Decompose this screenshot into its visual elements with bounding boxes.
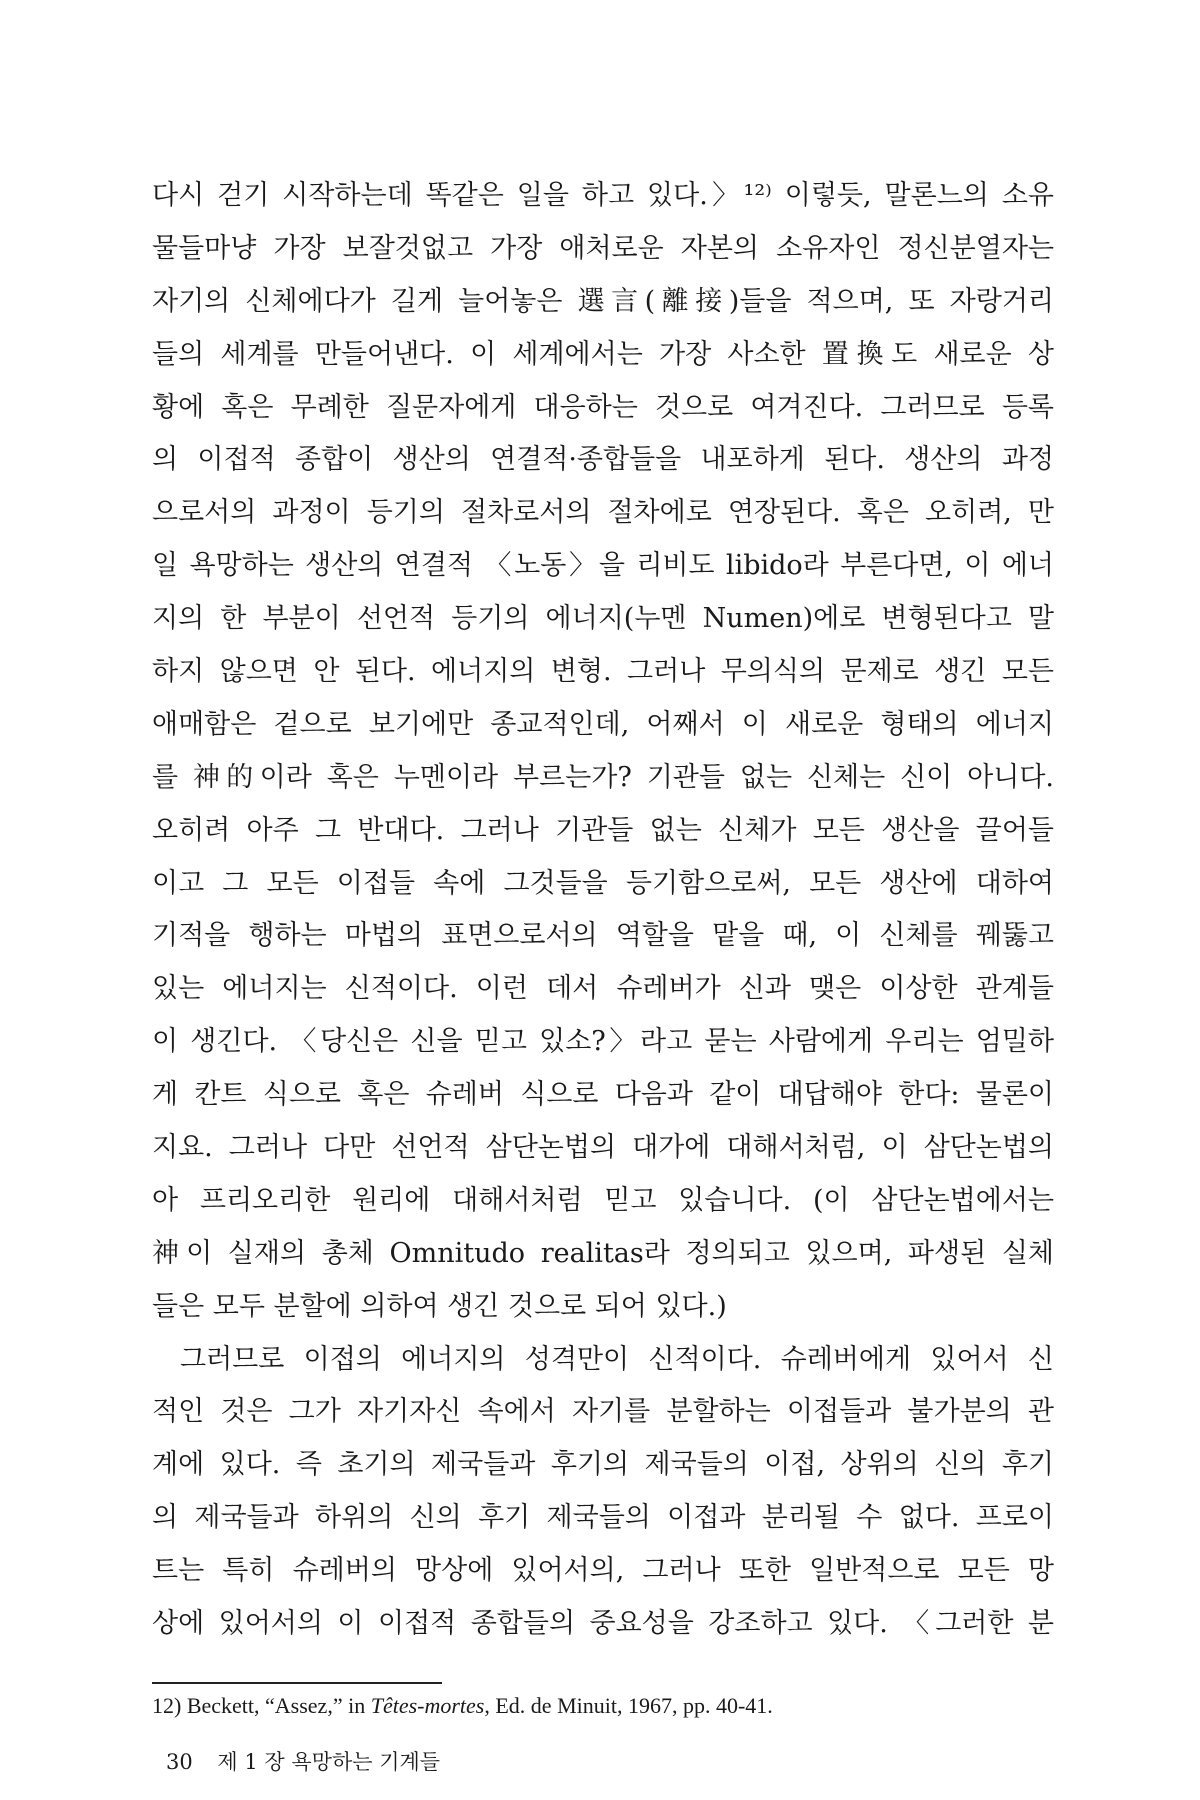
text-line: 애매함은 겉으로 보기에만 종교적인데, 어째서 이 새로운 형태의 에너지 — [152, 708, 1054, 740]
text-line: 이 생긴다. 〈당신은 신을 믿고 있소?〉라고 묻는 사람에게 우리는 엄밀하 — [152, 1026, 1054, 1058]
footnote-details: , Ed. de Minuit, 1967, pp. 40-41. — [484, 1693, 773, 1718]
text-line: 神이 실재의 총체 Omnitudo realitas라 정의되고 있으며, 파생된 실체 — [152, 1237, 1054, 1269]
text-line: 들의 세계를 만들어낸다. 이 세계에서는 가장 사소한 置換도 새로운 상 — [152, 338, 1054, 370]
text-line: 일 욕망하는 생산의 연결적 〈노동〉을 리비도 libido라 부른다면, 이 에너 — [152, 550, 1054, 582]
text-line: 황에 혹은 무례한 질문자에게 대응하는 것으로 여겨진다. 그러므로 등록 — [152, 391, 1054, 423]
text-line: 다시 걷기 시작하는데 똑같은 일을 하고 있다.〉¹²⁾ 이렇듯, 말론느의 소유 — [152, 180, 1054, 211]
footnote-marker: 12) — [152, 1693, 182, 1718]
footnote-title: Têtes-mortes — [370, 1693, 485, 1718]
text-line: 물들마냥 가장 보잘것없고 가장 애처로운 자본의 소유자인 정신분열자는 — [152, 232, 1054, 264]
footnote-author: Beckett, “Assez,” in — [186, 1693, 366, 1718]
text-line: 오히려 아주 그 반대다. 그러나 기관들 없는 신체가 모든 생산을 끌어들 — [152, 814, 1054, 846]
text-line: 트는 특히 슈레버의 망상에 있어서의, 그러나 또한 일반적으로 모든 망 — [152, 1555, 1054, 1587]
running-head: 제 1 장 욕망하는 기계들 — [217, 1750, 441, 1774]
text-line: 아 프리오리한 원리에 대해서처럼 믿고 있습니다. (이 삼단논법에서는 — [152, 1184, 1054, 1216]
text-line: 있는 에너지는 신적이다. 이런 데서 슈레버가 신과 맺은 이상한 관계들 — [152, 973, 1054, 1005]
text-line: 기적을 행하는 마법의 표면으로서의 역할을 맡을 때, 이 신체를 꿰뚫고 — [152, 920, 1054, 952]
text-line: 의 이접적 종합이 생산의 연결적·종합들을 내포하게 된다. 생산의 과정 — [152, 444, 1054, 476]
page-number: 30 — [166, 1750, 193, 1774]
text-line: 이고 그 모든 이접들 속에 그것들을 등기함으로써, 모든 생산에 대하여 — [152, 867, 1054, 899]
text-line: 으로서의 과정이 등기의 절차로서의 절차에로 연장된다. 혹은 오히려, 만 — [152, 497, 1054, 529]
text-line: 그러므로 이접의 에너지의 성격만이 신적이다. 슈레버에게 있어서 신 — [180, 1343, 1054, 1375]
text-line: 지의 한 부분이 선언적 등기의 에너지(누멘 Numen)에로 변형된다고 말 — [152, 603, 1054, 635]
text-line: 계에 있다. 즉 초기의 제국들과 후기의 제국들의 이접, 상위의 신의 후기 — [152, 1449, 1054, 1481]
text-line: 적인 것은 그가 자기자신 속에서 자기를 분할하는 이접들과 불가분의 관 — [152, 1396, 1054, 1428]
text-line: 상에 있어서의 이 이접적 종합들의 중요성을 강조하고 있다. 〈그러한 분 — [152, 1608, 1054, 1640]
text-line: 자기의 신체에다가 길게 늘어놓은 選言(離接)들을 적으며, 또 자랑거리 — [152, 285, 1054, 317]
footnote — [152, 1690, 1052, 1722]
text-line: 지요. 그러나 다만 선언적 삼단논법의 대가에 대해서처럼, 이 삼단논법의 — [152, 1132, 1054, 1164]
page-footer — [166, 1748, 440, 1776]
text-line: 의 제국들과 하위의 신의 후기 제국들의 이접과 분리될 수 없다. 프로이 — [152, 1502, 1054, 1534]
text-line: 를 神的이라 혹은 누멘이라 부르는가? 기관들 없는 신체는 신이 아니다. — [152, 761, 1054, 793]
text-line: 게 칸트 식으로 혹은 슈레버 식으로 다음과 같이 대답해야 한다: 물론이 — [152, 1079, 1054, 1111]
body-text — [152, 170, 1054, 1651]
footnote-divider — [152, 1682, 442, 1684]
text-line: 들은 모두 분할에 의하여 생긴 것으로 되어 있다.) — [152, 1290, 727, 1322]
text-line: 하지 않으면 안 된다. 에너지의 변형. 그러나 무의식의 문제로 생긴 모든 — [152, 656, 1054, 688]
